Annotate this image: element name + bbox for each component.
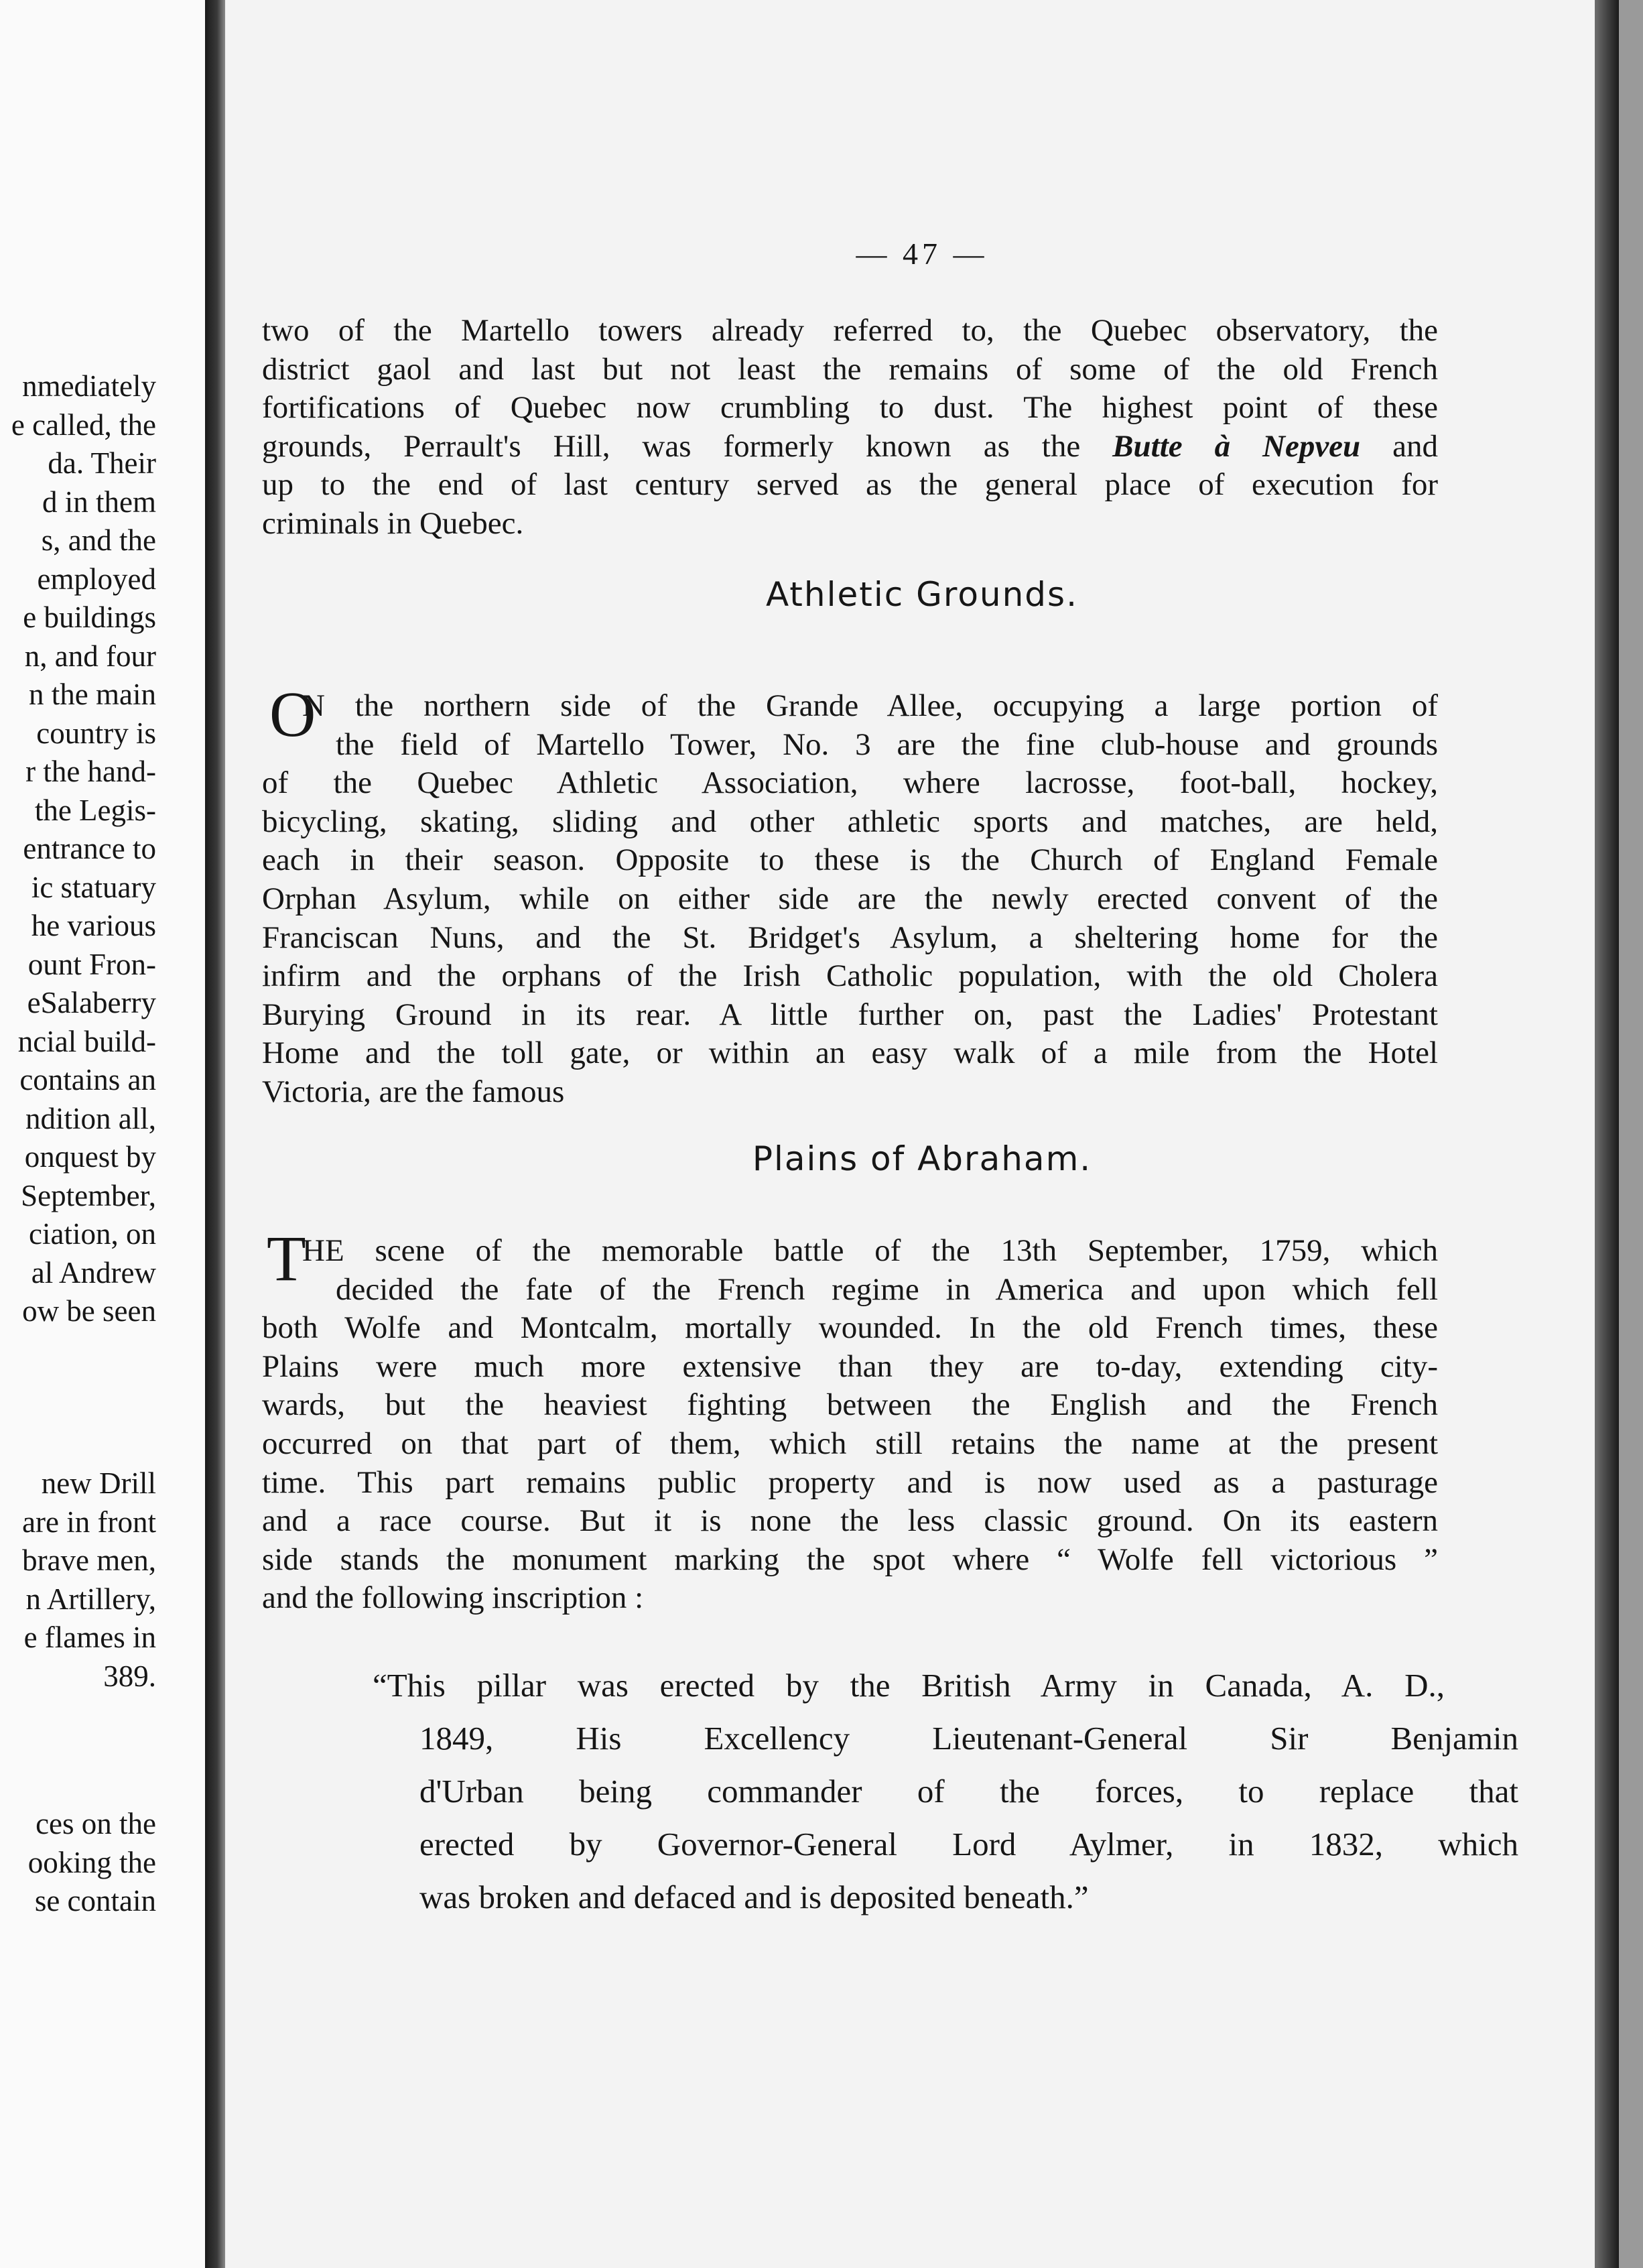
paragraph-line: occurred on that part of them, which still retains the name at the present	[262, 1426, 1438, 1461]
drop-cap-t: T	[267, 1222, 306, 1294]
paragraph-line: Plains were much more extensive than they are to-day, extending city-	[262, 1348, 1438, 1384]
paragraph-line: time. This part remains public property and is now used as a pasturage	[262, 1464, 1438, 1500]
left-page-line: se contain	[34, 1884, 156, 1917]
left-page-line: e called, the	[11, 407, 156, 442]
drop-cap-o: O	[269, 678, 316, 750]
paragraph-line: grounds, Perrault's Hill, was formerly known as the Butte à Nepveu and	[262, 428, 1439, 464]
left-page-line: new Drill	[41, 1466, 156, 1500]
left-page-text-block-3	[28, 1805, 156, 1921]
quote-line: “This pillar was erected by the British Army in Canada, A. D.,	[373, 1667, 1445, 1704]
left-page-line: ndition all,	[25, 1101, 156, 1135]
paragraph-line: Franciscan Nuns, and the St. Bridget's Asylum, a sheltering home for the	[262, 920, 1438, 955]
paragraph-line: Home and the toll gate, or within an easy walk of a mile from the Hotel	[262, 1035, 1438, 1071]
paragraph-line: both Wolfe and Montcalm, mortally wounded. In the old French times, these	[262, 1310, 1438, 1346]
plains-paragraph	[262, 1232, 1438, 1618]
left-page-line: country is	[36, 716, 156, 750]
paragraph-line: HE scene of the memorable battle of the 13th September, 1759, which	[302, 1233, 1438, 1268]
left-page-line: r the hand-	[25, 755, 156, 788]
left-page-line: n the main	[29, 678, 156, 711]
paragraph-line: decided the fate of the French regime in America and upon which fell	[336, 1271, 1438, 1307]
paragraph-line: wards, but the heaviest fighting between the English and the French	[262, 1387, 1438, 1423]
left-page-line: employed	[37, 562, 156, 596]
paragraph-line: up to the end of last century served as the general place of execution for	[262, 467, 1438, 503]
paragraph-line: and a race course. But it is none the less classic ground. On its eastern	[262, 1503, 1438, 1539]
paragraph-line: district gaol and last but not least the remains of some of the old French	[262, 351, 1438, 387]
left-page-line: entrance to	[23, 832, 156, 865]
section-heading-plains-of-abraham: Plains of Abraham.	[752, 1139, 1092, 1178]
paragraph-line: each in their season. Opposite to these is the Church of England Female	[262, 842, 1438, 878]
italic-place-name: Butte à Nepveu	[1112, 428, 1361, 464]
left-page-line: ount Fron-	[27, 947, 156, 981]
left-page-line: ic statuary	[31, 870, 156, 904]
inscription-quote	[373, 1659, 1518, 1924]
intro-paragraph	[262, 312, 1438, 544]
quote-line: 1849, His Excellency Lieutenant-General Sir Benjamin	[419, 1720, 1518, 1757]
left-page-line: brave men,	[22, 1544, 156, 1577]
paragraph-line: of the Quebec Athletic Association, where lacrosse, foot-ball, hockey,	[262, 765, 1438, 801]
page-edge-shadow	[1595, 0, 1619, 2268]
left-page-line: s, and the	[41, 523, 156, 557]
left-page-line: al Andrew	[31, 1255, 156, 1289]
left-facing-page	[0, 0, 205, 2268]
quote-line: erected by Governor-General Lord Aylmer, in 1832, which	[419, 1826, 1518, 1863]
paragraph-line: Victoria, are the famous	[262, 1074, 565, 1109]
left-page-text-block-2	[22, 1464, 156, 1696]
left-page-line: nmediately	[22, 369, 156, 403]
left-page-line: onquest by	[24, 1140, 156, 1174]
paragraph-line: N the northern side of the Grande Allee, occupying a large portion of	[302, 688, 1438, 723]
quote-line: d'Urban being commander of the forces, to replace that	[419, 1773, 1518, 1810]
left-page-line: ncial build-	[17, 1024, 156, 1058]
left-page-line: are in front	[22, 1505, 156, 1539]
left-page-line: n Artillery,	[25, 1582, 156, 1616]
paragraph-line: and the following inscription :	[262, 1580, 644, 1616]
paragraph-line: Orphan Asylum, while on either side are the newly erected convent of the	[262, 881, 1438, 916]
left-page-line: eSalaberry	[27, 986, 156, 1019]
left-page-line: 389.	[103, 1659, 156, 1693]
left-page-line: e flames in	[23, 1621, 156, 1654]
left-page-line: ciation, on	[29, 1217, 156, 1251]
paragraph-line: two of the Martello towers already referred to, the Quebec observatory, the	[262, 313, 1438, 348]
left-page-line: ow be seen	[22, 1294, 156, 1328]
athletic-grounds-paragraph	[262, 687, 1438, 1112]
paragraph-line: fortifications of Quebec now crumbling to dust. The highest point of these	[262, 390, 1438, 426]
book-gutter	[205, 0, 225, 2268]
left-page-line: d in them	[42, 485, 156, 519]
paragraph-line: the field of Martello Tower, No. 3 are the fine club-house and grounds	[336, 727, 1438, 762]
left-page-line: ces on the	[36, 1807, 156, 1840]
paragraph-line: bicycling, skating, sliding and other athletic sports and matches, are held,	[262, 804, 1438, 839]
paragraph-line: Burying Ground in its rear. A little further on, past the Ladies' Protestant	[262, 997, 1438, 1032]
paragraph-line: side stands the monument marking the spot where “ Wolfe fell victorious ”	[262, 1541, 1438, 1577]
section-heading-athletic-grounds: Athletic Grounds.	[765, 575, 1078, 614]
paragraph-line: criminals in Quebec.	[262, 505, 524, 541]
left-page-line: n, and four	[24, 639, 156, 673]
left-page-line: he various	[31, 909, 156, 942]
paragraph-line: infirm and the orphans of the Irish Catholic population, with the old Cholera	[262, 958, 1438, 994]
quote-line: was broken and defaced and is deposited beneath.”	[419, 1879, 1089, 1915]
left-page-text-block-1	[11, 367, 156, 1331]
page-number: — 47 —	[856, 237, 988, 271]
left-page-line: da. Their	[48, 446, 156, 480]
left-page-line: e buildings	[23, 601, 156, 634]
main-page	[225, 0, 1619, 2268]
left-page-line: contains an	[19, 1063, 156, 1096]
left-page-line: ooking the	[27, 1845, 156, 1879]
left-page-line: the Legis-	[34, 793, 156, 827]
left-page-line: September,	[21, 1178, 156, 1212]
